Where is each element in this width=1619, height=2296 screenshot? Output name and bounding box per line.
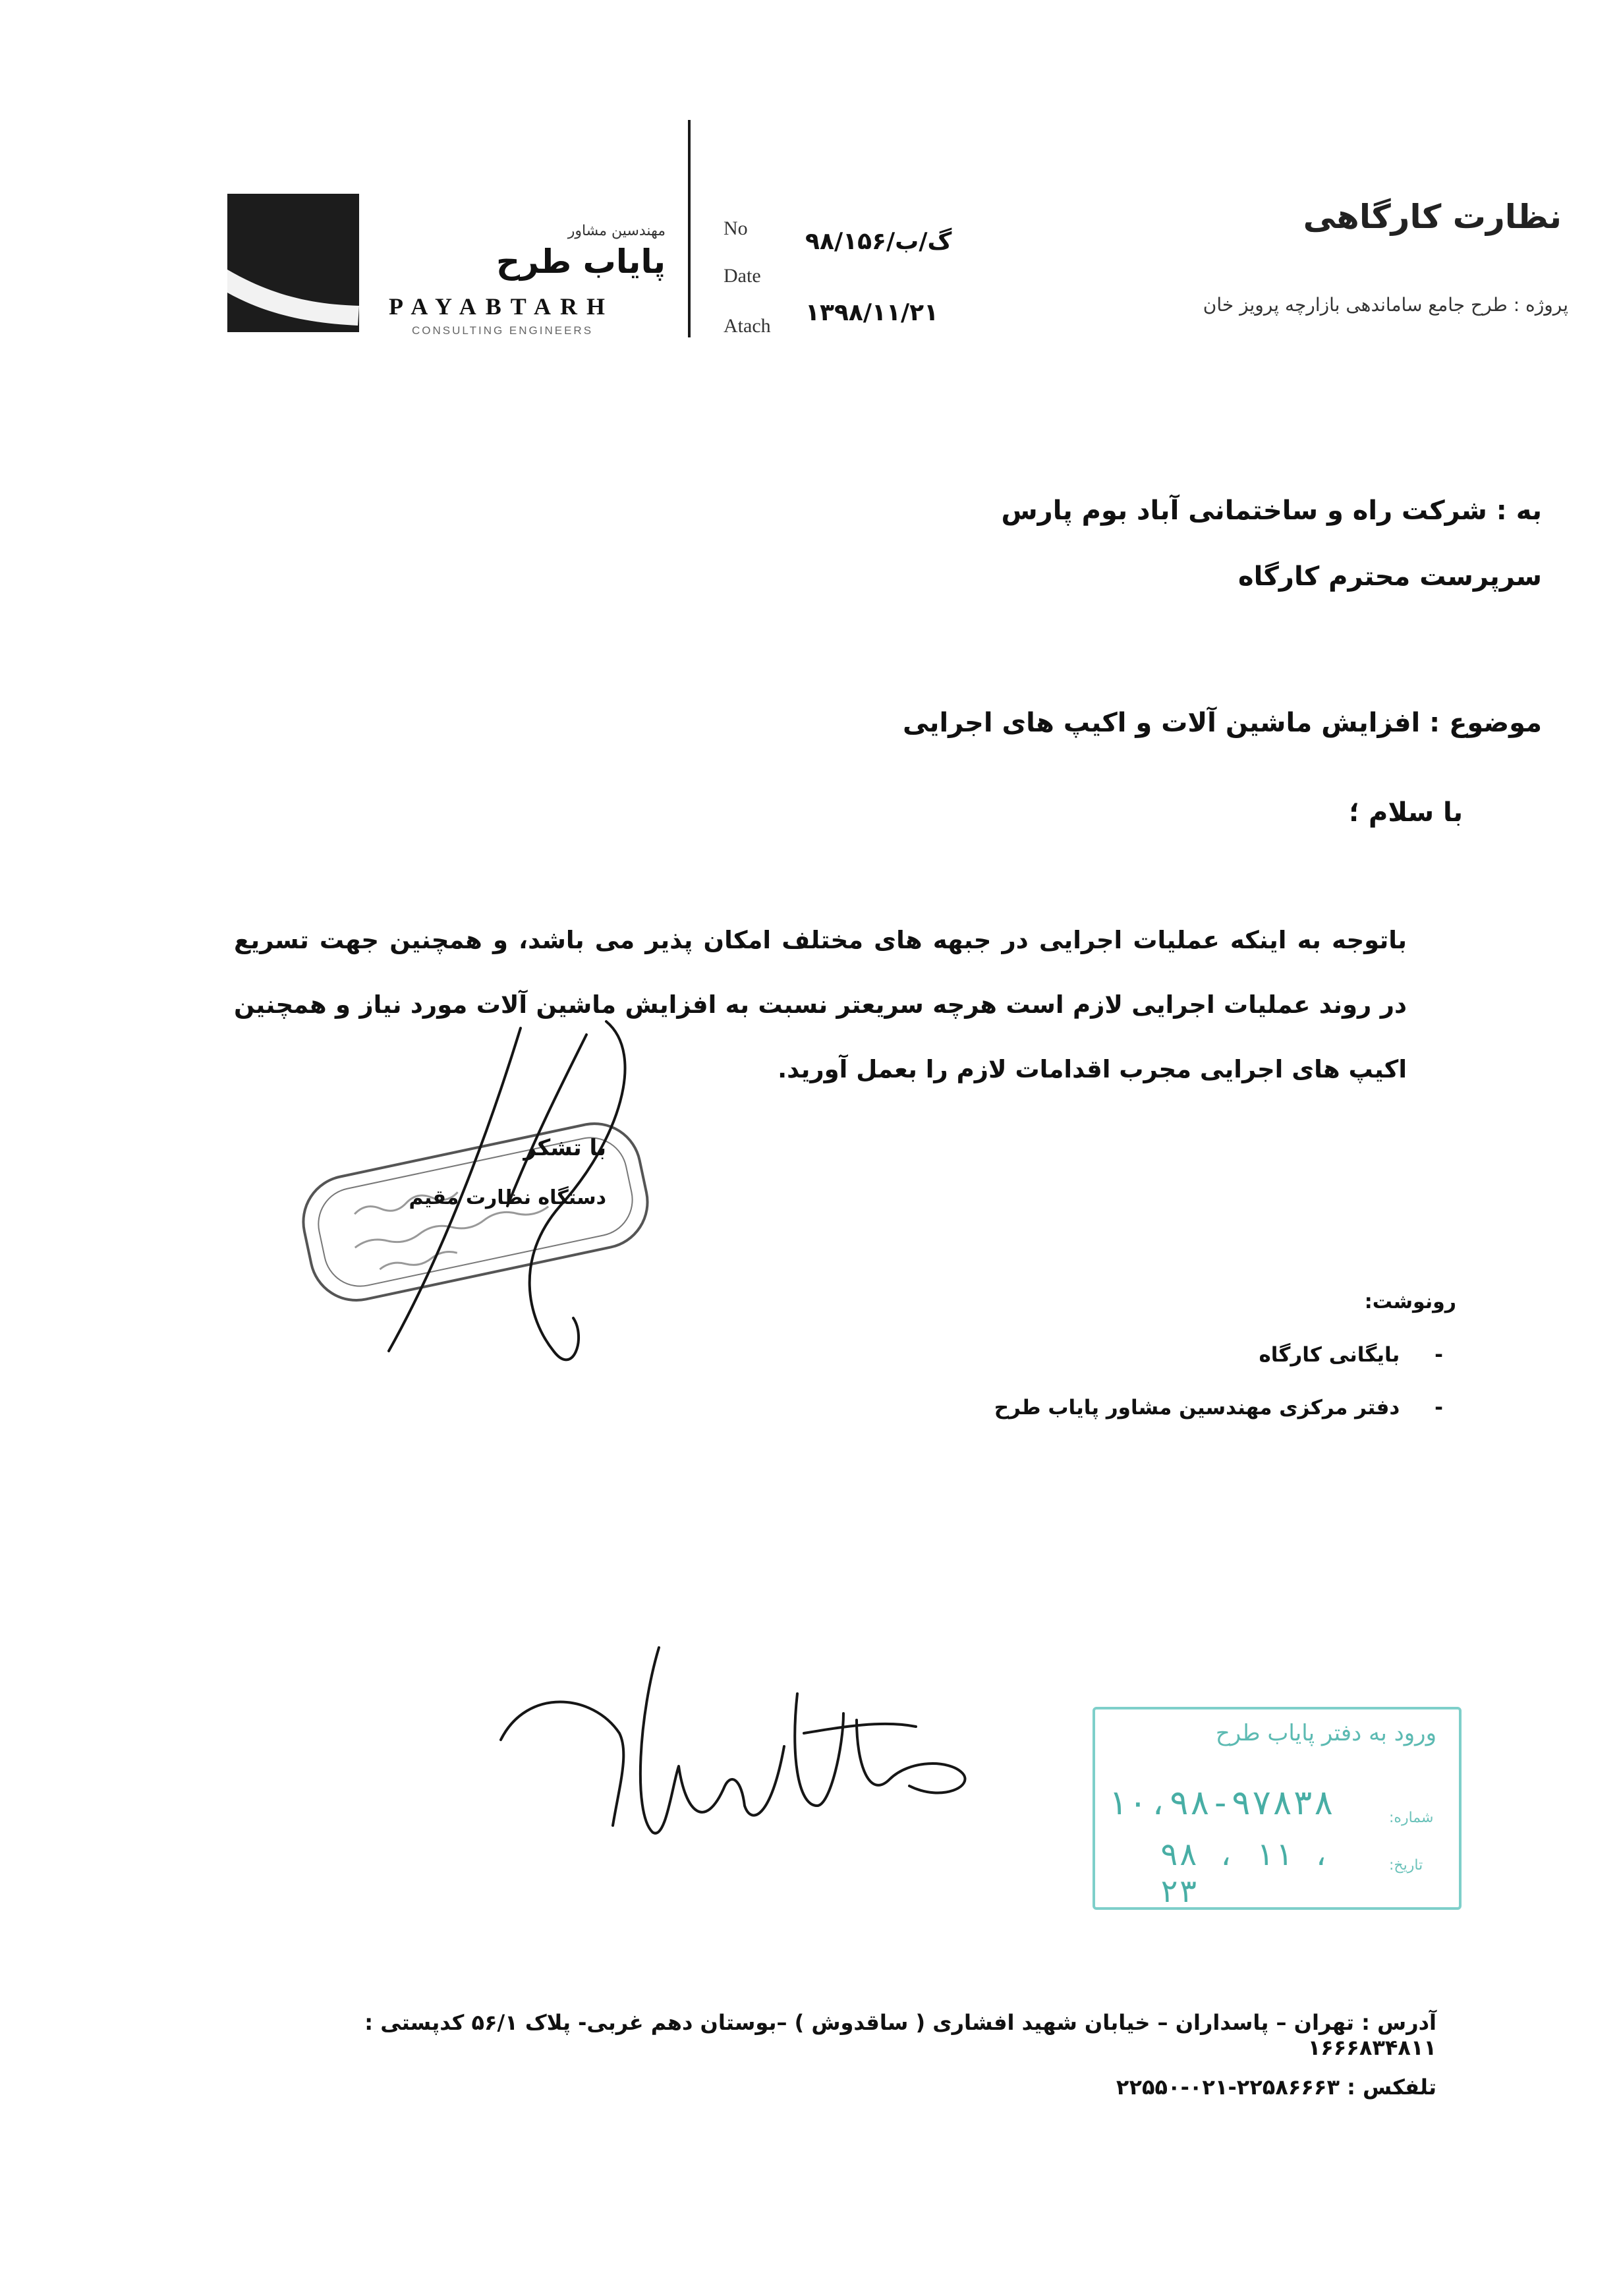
- greeting: با سلام ؛: [1349, 797, 1463, 828]
- closing: با تشکر: [523, 1135, 606, 1161]
- closing-organization: دستگاه نظارت مقیم: [409, 1186, 606, 1209]
- cc-title: رونوشت:: [1364, 1290, 1456, 1313]
- header-divider: [688, 120, 691, 337]
- handwritten-signature-icon: [488, 1615, 1002, 1891]
- firm-subtitle-en: CONSULTING ENGINEERS: [412, 324, 594, 337]
- firm-logo: [227, 194, 359, 332]
- letter-date: ۱۳۹۸/۱۱/۲۱: [805, 299, 939, 326]
- cc-list-item: [659, 1396, 1443, 1420]
- firm-tagline: مهندسین مشاور: [567, 223, 666, 239]
- receipt-number-label: شماره:: [1389, 1810, 1434, 1826]
- letter-number: ۹۸/گ/ب/۱۵۶: [805, 228, 952, 255]
- receipt-stamp-title: ورود به دفتر پایاب طرح: [1215, 1720, 1436, 1746]
- cc-item-label: بایگانی کارگاه: [1259, 1343, 1400, 1367]
- recipient-role: سرپرست محترم کارگاه: [1238, 561, 1542, 592]
- recipient-line: به : شرکت راه و ساختمانی آباد بوم پارس: [1001, 496, 1542, 526]
- cc-item-label: دفتر مرکزی مهندسین مشاور پایاب طرح: [994, 1396, 1400, 1420]
- receipt-date: ۹۸ ، ۱۱ ، ۲۳: [1160, 1836, 1332, 1910]
- number-label: No: [724, 217, 748, 239]
- project-line: پروژه : طرح جامع ساماندهی بازارچه پرویز خان: [1203, 294, 1568, 316]
- cc-bullet: -: [1434, 1343, 1443, 1367]
- receipt-date-label: تاریخ:: [1389, 1857, 1423, 1874]
- firm-name-fa: پایاب طرح: [496, 243, 666, 281]
- logo-mark-icon: [227, 194, 359, 332]
- footer-fax: تلفکس : ۲۲۵۸۶۶۶۳-۰۲۱-۲۲۵۵۰: [1116, 2075, 1436, 2100]
- firm-name-en: PAYABTARH: [389, 293, 615, 320]
- attachment-label: Atach: [724, 315, 771, 337]
- footer-address: آدرس : تهران – پاسداران – خیابان شهید افشاری ( ساقدوش ) –بوستان دهم غربی- پلاک ۵۶/۱ کدپستی : ۱۶۶۶۸۳۴۸۱۱: [364, 2010, 1436, 2060]
- office-title: نظارت کارگاهی: [1303, 198, 1562, 236]
- subject-line: موضوع : افزایش ماشین آلات و اکیپ های اجرایی: [902, 708, 1542, 738]
- cc-bullet: -: [1434, 1396, 1443, 1420]
- letter-body: باتوجه به اینکه عملیات اجرایی در جبهه های مختلف امکان پذیر می باشد، و همچنین جهت تسریع در روند عملیات اجرایی لازم است هرچه سریعتر نسبت به افزایش ماشین آلات مورد نیاز و همچنین اکیپ های اجرایی مجرب اقدامات لازم را بعمل آورید.: [234, 926, 1407, 1083]
- date-label: Date: [724, 265, 761, 287]
- receipt-number: ۱۰،۹۸-۹۷۸۳۸: [1107, 1783, 1334, 1823]
- cc-list-item: [659, 1343, 1443, 1367]
